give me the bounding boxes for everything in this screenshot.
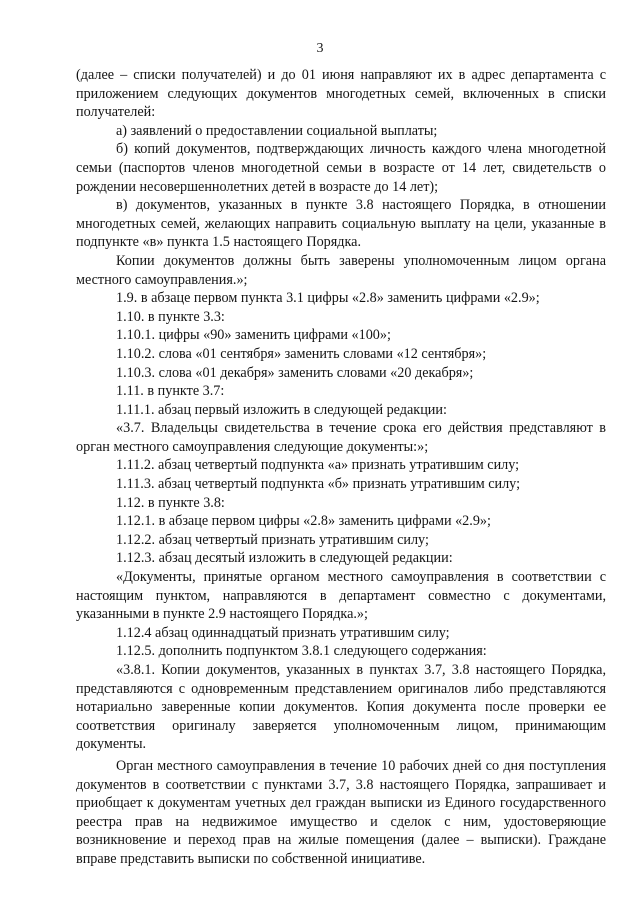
paragraph: (далее – списки получателей) и до 01 июня направляют их в адрес департамента с приложением следующих документов многодетных семей, включенных в списки получателей: bbox=[76, 67, 606, 121]
paragraph: 1.11.3. абзац четвертый подпункта «б» признать утратившим силу; bbox=[116, 476, 521, 493]
paragraph: 1.10. в пункте 3.3: bbox=[116, 308, 225, 325]
paragraph: 1.12.5. дополнить подпунктом 3.8.1 следующего содержания: bbox=[116, 643, 487, 660]
paragraph: 1.12.2. абзац четвертый признать утратившим силу; bbox=[116, 531, 429, 548]
paragraph: а) заявлений о предоставлении социальной выплаты; bbox=[116, 122, 438, 139]
page-number: 3 bbox=[316, 41, 324, 56]
paragraph: 1.11. в пункте 3.7: bbox=[116, 383, 225, 400]
paragraph: 1.12. в пункте 3.8: bbox=[116, 494, 225, 511]
paragraph: 1.9. в абзаце первом пункта 3.1 цифры «2.8» заменить цифрами «2.9»; bbox=[116, 290, 540, 307]
paragraph: 1.11.2. абзац четвертый подпункта «а» признать утратившим силу; bbox=[116, 457, 520, 474]
paragraph: 1.12.4 абзац одиннадцатый признать утратившим силу; bbox=[116, 624, 450, 641]
paragraph: б) копий документов, подтверждающих личность каждого члена многодетной семьи (паспортов членов многодетной семьи в возрасте от 14 лет, свидетельств о рождении несовершеннолетних детей в возрасте до 14 лет); bbox=[76, 141, 606, 195]
paragraph: 1.10.1. цифры «90» заменить цифрами «100»; bbox=[116, 327, 391, 344]
paragraph: «Документы, принятые органом местного самоуправления в соответствии с настоящим пунктом, направляются в департамент совместно с документами, указанными в пункте 2.9 настоящего Порядка.»; bbox=[76, 569, 606, 623]
paragraph: 1.12.3. абзац десятый изложить в следующей редакции: bbox=[116, 550, 453, 567]
paragraph: Копии документов должны быть заверены уполномоченным лицом органа местного самоуправления.»; bbox=[76, 252, 606, 288]
paragraph: 1.10.3. слова «01 декабря» заменить словами «20 декабря»; bbox=[116, 364, 474, 381]
paragraph: 1.12.1. в абзаце первом цифры «2.8» заменить цифрами «2.9»; bbox=[116, 513, 491, 530]
paragraph: 1.11.1. абзац первый изложить в следующей редакции: bbox=[116, 401, 447, 418]
paragraph: в) документов, указанных в пункте 3.8 настоящего Порядка, в отношении многодетных семей, желающих направить социальную выплату на цели, указанные в подпункте «в» пункта 1.5 настоящего Порядка. bbox=[76, 197, 606, 251]
document-body bbox=[76, 66, 606, 869]
paragraph: «3.8.1. Копии документов, указанных в пунктах 3.7, 3.8 настоящего Порядка, представляются с одновременным представлением оригиналов либо представляются нотариально заверенные копии документов. Копия документа после проверки ее соответствия оригиналу заверяется уполномоченным лицом, принимающим документы. bbox=[76, 662, 606, 753]
paragraph: Орган местного самоуправления в течение 10 рабочих дней со дня поступления документов в соответствии с пунктами 3.7, 3.8 настоящего Порядка, запрашивает и приобщает к документам учетных дел граждан выписки из Единого государственного реестра прав на недвижимое имущество и сделок с ним, удостоверяющие возникновение и переход прав на жилые помещения (далее – выписки). Граждане вправе представить выписки по собственной инициативе. bbox=[76, 757, 606, 867]
paragraph: 1.10.2. слова «01 сентября» заменить словами «12 сентября»; bbox=[116, 345, 487, 362]
paragraph: «3.7. Владельцы свидетельства в течение срока его действия представляют в орган местного самоуправления следующие документы:»; bbox=[76, 420, 606, 455]
